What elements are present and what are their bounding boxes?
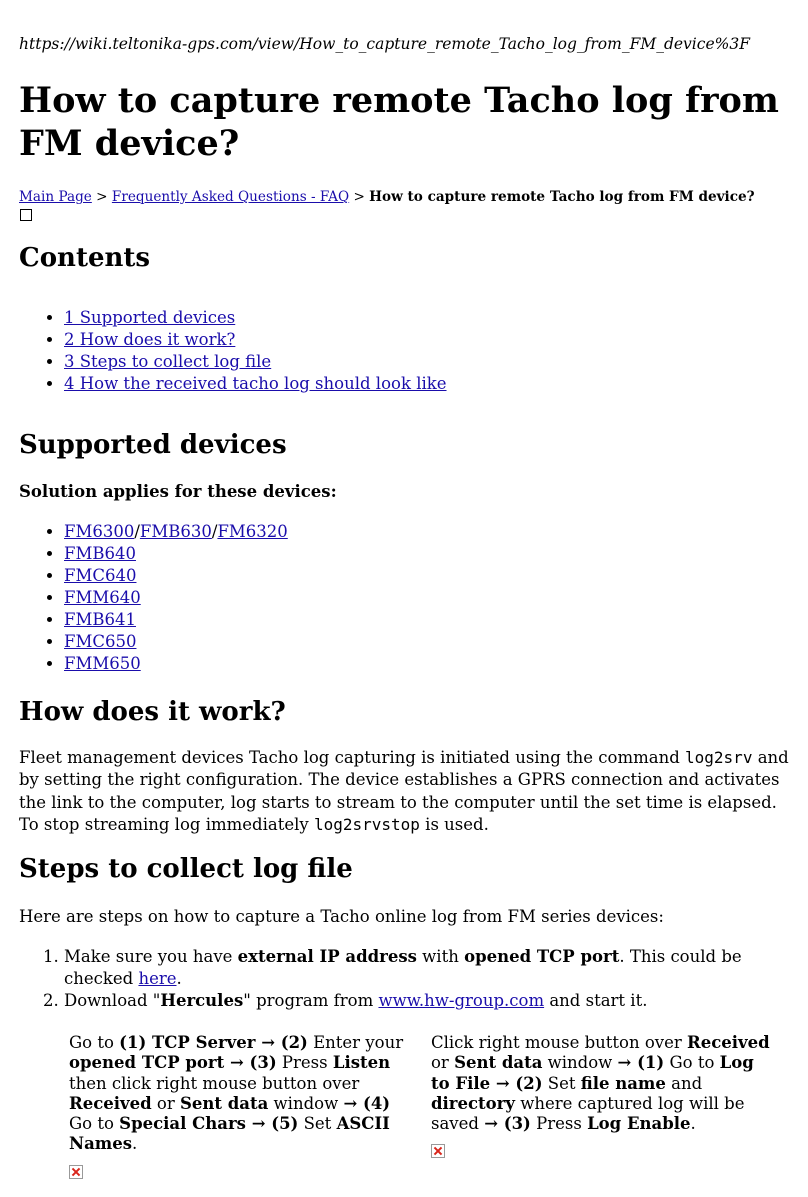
text: Fleet management devices Tacho log capturing is initiated using the command xyxy=(19,748,686,767)
bold-text: file name xyxy=(580,1073,666,1093)
hw-group-link[interactable]: www.hw-group.com xyxy=(378,991,545,1010)
device-item xyxy=(64,565,288,587)
bold-text: external IP address xyxy=(237,947,417,966)
bold-text: opened TCP port → (3) xyxy=(69,1053,277,1073)
command-log2srvstop: log2srvstop xyxy=(313,814,420,834)
text: window xyxy=(542,1053,618,1073)
bold-text: Log Enable xyxy=(587,1114,691,1134)
toc-link-supported-devices[interactable]: 1 Supported devices xyxy=(64,308,236,327)
step-item xyxy=(64,946,808,990)
device-link[interactable]: FMB641 xyxy=(64,610,136,629)
bold-text: Received xyxy=(69,1093,152,1113)
broken-image-icon xyxy=(69,1165,83,1179)
page-title: How to capture remote Tacho log from FM device? xyxy=(19,80,779,164)
steps-intro: Here are steps on how to capture a Tacho online log from FM series devices: xyxy=(19,907,664,926)
text: then click right mouse button over xyxy=(69,1073,360,1093)
device-link[interactable]: FM6300 xyxy=(64,522,135,541)
text: Click right mouse button over xyxy=(431,1033,687,1052)
how-paragraph xyxy=(19,747,794,836)
text: is used. xyxy=(419,814,489,834)
bold-text: ASCII Names xyxy=(69,1114,390,1154)
device-link[interactable]: FMC640 xyxy=(64,566,137,585)
text: . xyxy=(176,969,182,988)
bold-text: Sent data xyxy=(454,1053,543,1073)
text: . xyxy=(132,1134,138,1154)
bold-text: → (4) xyxy=(343,1093,391,1113)
bold-text: Hercules xyxy=(160,991,244,1010)
bold-text: Log to File → (2) xyxy=(431,1053,754,1093)
here-link[interactable]: here xyxy=(138,969,177,988)
broken-image-icon xyxy=(431,1144,445,1158)
breadcrumb xyxy=(19,189,755,205)
bold-text: Sent data xyxy=(179,1093,269,1113)
device-link[interactable]: FMM640 xyxy=(64,588,141,607)
toc-link-received-log[interactable]: 4 How the received tacho log should look like xyxy=(64,374,447,393)
text: where captured log will be saved xyxy=(431,1093,745,1134)
step-item xyxy=(64,990,808,1012)
breadcrumb-separator: > xyxy=(91,189,112,205)
text: Go to xyxy=(664,1053,720,1073)
text: or xyxy=(431,1053,455,1073)
device-link[interactable]: FMC650 xyxy=(64,632,137,651)
right-instruction-column xyxy=(431,1033,771,1164)
text: and xyxy=(665,1073,703,1093)
breadcrumb-faq-link[interactable]: Frequently Asked Questions - FAQ xyxy=(111,189,350,205)
toc-link-steps[interactable]: 3 Steps to collect log file xyxy=(64,352,272,371)
text: Set xyxy=(542,1073,581,1093)
bold-text: Received xyxy=(686,1033,770,1052)
slash: / xyxy=(134,522,140,541)
device-item xyxy=(64,653,288,675)
device-link[interactable]: FM6320 xyxy=(217,522,288,541)
device-item xyxy=(64,631,288,653)
text: Make sure you have xyxy=(64,947,238,966)
contents-list xyxy=(64,307,447,395)
devices-list xyxy=(64,521,288,675)
breadcrumb-separator: > xyxy=(349,189,370,205)
text: or xyxy=(151,1093,180,1113)
text: window xyxy=(268,1093,344,1113)
toc-link-how-does-it-work[interactable]: 2 How does it work? xyxy=(64,330,236,349)
bold-text: → (1) xyxy=(617,1053,665,1073)
text: Press xyxy=(276,1053,333,1073)
device-link[interactable]: FMM650 xyxy=(64,654,141,673)
right-instruction-text xyxy=(431,1033,771,1134)
text: Download " xyxy=(64,991,161,1010)
breadcrumb-main-page-link[interactable]: Main Page xyxy=(19,189,92,205)
steps-list xyxy=(64,946,808,1012)
toc-item xyxy=(64,373,447,395)
command-log2srv: log2srv xyxy=(685,748,753,767)
left-instruction-column xyxy=(69,1033,409,1184)
steps-heading: Steps to collect log file xyxy=(19,854,353,884)
toc-item xyxy=(64,329,447,351)
page-url: https://wiki.teltonika-gps.com/view/How_to_capture_remote_Tacho_log_from_FM_device%3F xyxy=(19,35,750,53)
text: Go to xyxy=(69,1033,120,1052)
text: Enter your xyxy=(307,1033,404,1052)
device-item xyxy=(64,543,288,565)
toc-item xyxy=(64,351,447,373)
bold-text: (1) TCP Server → (2) xyxy=(119,1033,308,1052)
text: . This could be checked xyxy=(64,947,742,988)
contents-heading: Contents xyxy=(19,243,151,273)
device-link[interactable]: FMB640 xyxy=(64,544,136,563)
text: and start it. xyxy=(544,991,648,1010)
bold-text: Special Chars → (5) xyxy=(119,1114,299,1134)
supported-intro: Solution applies for these devices: xyxy=(19,482,337,501)
device-link[interactable]: FMB630 xyxy=(139,522,212,541)
text: and by setting the right configuration. The device establishes a GPRS connection and activates the link to the computer, log starts to stream to the computer until the set time is elapsed. To stop streaming log immediately xyxy=(19,748,789,834)
text: " program from xyxy=(243,991,379,1010)
device-item xyxy=(64,587,288,609)
bold-text: Listen xyxy=(332,1053,391,1073)
device-item xyxy=(64,609,288,631)
how-heading: How does it work? xyxy=(19,697,286,727)
toc-toggle-checkbox[interactable] xyxy=(20,209,32,221)
supported-devices-heading: Supported devices xyxy=(19,430,287,460)
toc-item xyxy=(64,307,447,329)
device-item xyxy=(64,521,288,543)
text: Set xyxy=(298,1114,337,1134)
text: Go to xyxy=(69,1114,120,1134)
text: Press xyxy=(530,1114,588,1134)
slash: / xyxy=(211,522,218,541)
text: . xyxy=(690,1114,696,1134)
bold-text: opened TCP port xyxy=(464,947,620,966)
breadcrumb-current: How to capture remote Tacho log from FM device? xyxy=(369,189,755,205)
bold-text: → (3) xyxy=(484,1114,531,1134)
bold-text: directory xyxy=(431,1093,515,1113)
text: with xyxy=(416,947,465,966)
left-instruction-text xyxy=(69,1033,409,1155)
